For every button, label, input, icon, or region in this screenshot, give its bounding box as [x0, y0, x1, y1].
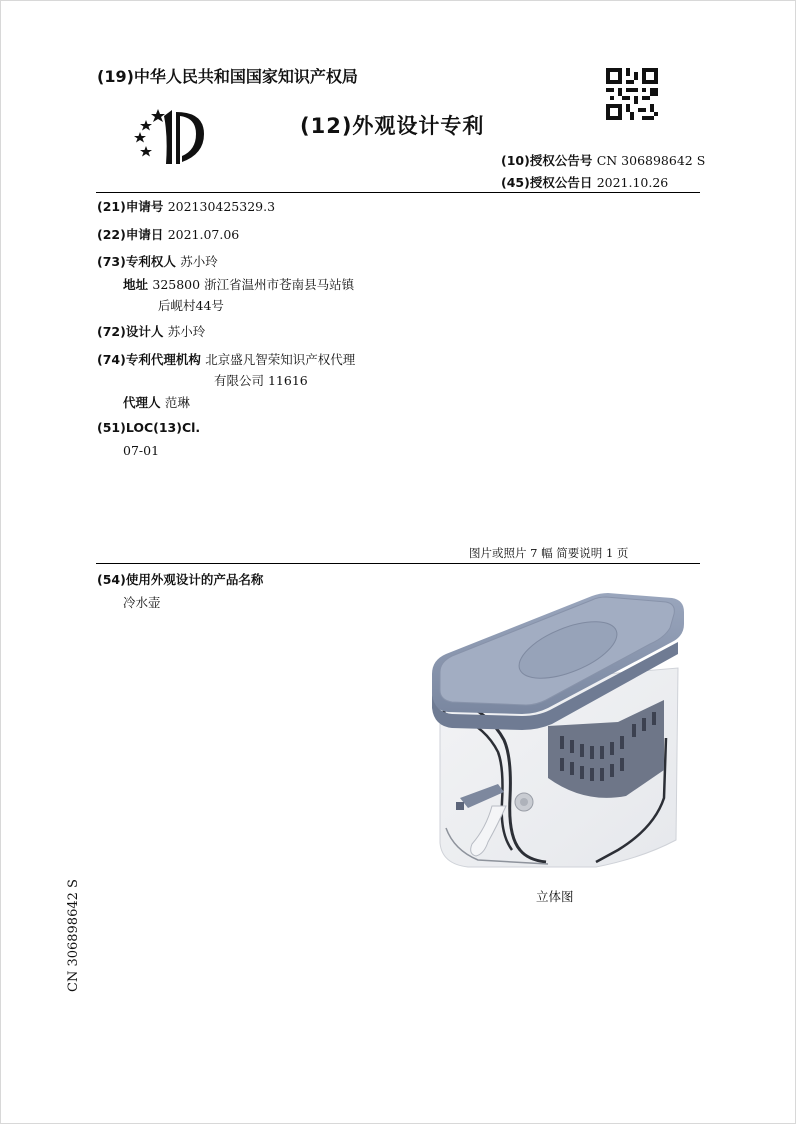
application-date-row: [97, 225, 239, 243]
loc-classification-label: (51)LOC(13)Cl.: [97, 420, 201, 435]
agency-line-2: 有限公司 11616: [214, 373, 308, 388]
designer-label: (72)设计人: [97, 324, 164, 339]
application-number-row: [97, 197, 275, 215]
figure-caption: 立体图: [536, 889, 574, 904]
vertical-publication-number: CN 306898642 S: [66, 879, 81, 992]
agent-row: [123, 393, 190, 411]
designer-row: [97, 322, 205, 340]
summary-divider: [96, 563, 700, 564]
application-date-value: 2021.07.06: [167, 227, 240, 242]
pub-date-row: [501, 173, 668, 191]
figure-count-summary: 图片或照片 7 幅 简要说明 1 页: [469, 546, 629, 560]
product-perspective-view: [428, 588, 684, 876]
document-type-title: (12)外观设计专利: [300, 114, 485, 138]
pub-date-value: 2021.10.26: [596, 175, 669, 190]
application-date-label: (22)申请日: [97, 227, 164, 242]
address-label: 地址: [123, 277, 149, 292]
agent-label: 代理人: [123, 395, 161, 410]
application-number-value: 202130425329.3: [167, 199, 276, 214]
address-row: [123, 275, 354, 293]
agent-value: 范琳: [164, 395, 190, 410]
pub-date-label: (45)授权公告日: [501, 175, 593, 190]
header-divider: [96, 192, 700, 193]
application-number-label: (21)申请号: [97, 199, 164, 214]
cnipa-emblem-icon: [130, 106, 210, 168]
agency-label: (74)专利代理机构: [97, 352, 201, 367]
pub-number-value: CN 306898642 S: [596, 153, 706, 168]
patentee-label: (73)专利权人: [97, 254, 176, 269]
designer-value: 苏小玲: [167, 324, 206, 339]
agency-line-1: 北京盛凡智荣知识产权代理: [205, 352, 356, 367]
product-name-value: 冷水壶: [123, 595, 161, 610]
patentee-row: [97, 252, 218, 270]
pub-number-row: [501, 151, 705, 169]
qr-code-icon: [606, 68, 658, 120]
product-name-label: (54)使用外观设计的产品名称: [97, 572, 264, 587]
loc-classification-value: 07-01: [123, 443, 160, 458]
agency-row: [97, 350, 355, 368]
office-name: (19)中华人民共和国国家知识产权局: [97, 67, 358, 86]
address-line-1: 325800 浙江省温州市苍南县马站镇: [152, 277, 355, 292]
address-line-2: 后岘村44号: [158, 298, 224, 313]
patentee-value: 苏小玲: [180, 254, 218, 269]
pub-number-label: (10)授权公告号: [501, 153, 593, 168]
